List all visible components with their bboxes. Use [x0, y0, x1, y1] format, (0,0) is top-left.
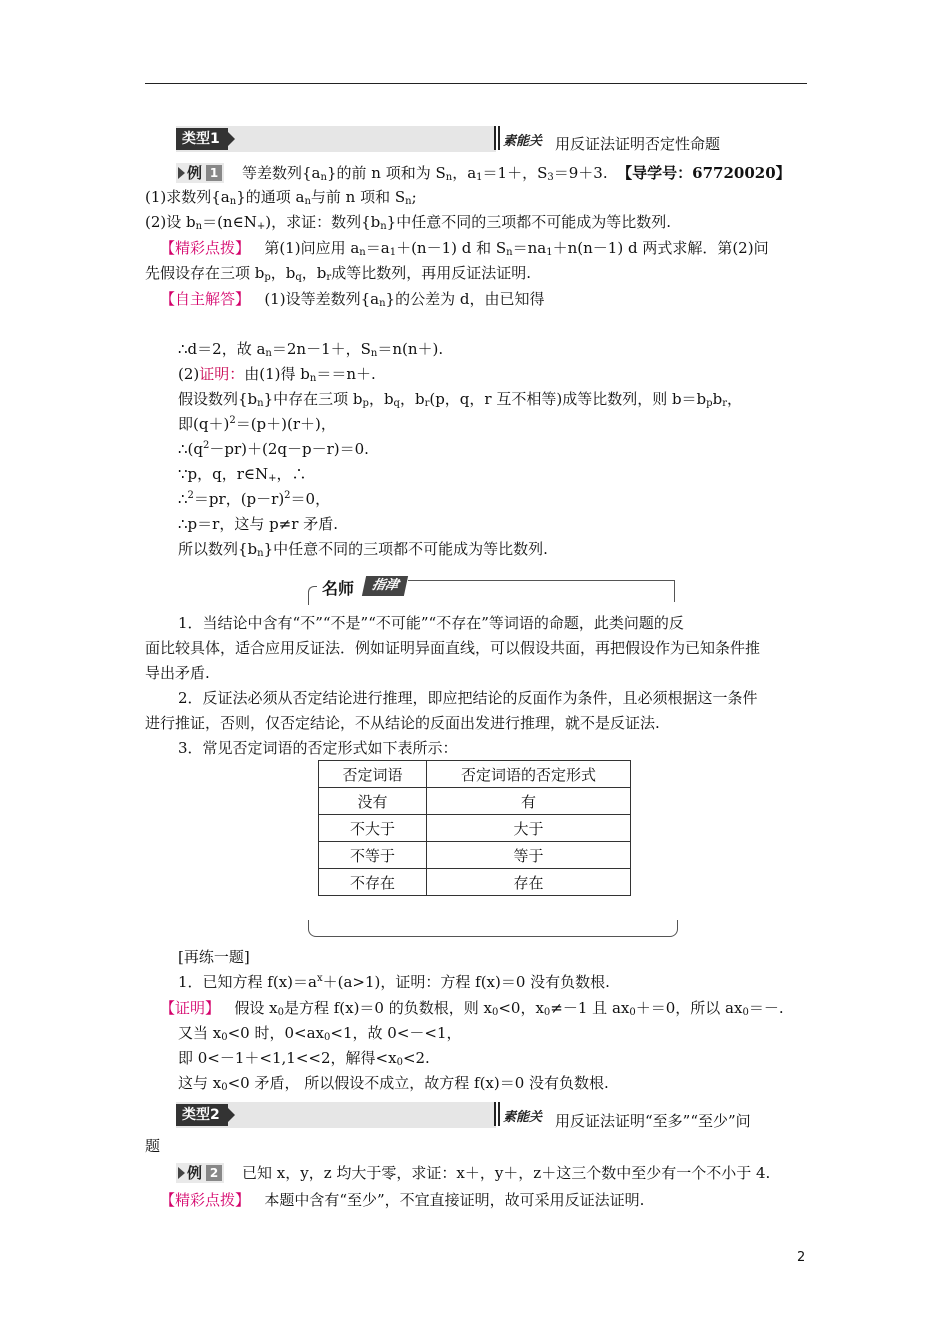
practice-proof-label: 【证明】 [160, 999, 221, 1017]
example1-tag [176, 163, 224, 183]
teacher-guide-header [308, 574, 676, 606]
proof-l4: 即$(q+)^2=(p+)(r+)$， [178, 415, 336, 433]
negation-table [318, 760, 631, 896]
table-cell: 有 [427, 788, 631, 815]
hint1-line2: 先假设存在三项 $b_p$，$b_q$，$b_r$成等比数列，再用反证法证明. [145, 264, 531, 283]
proof-l7: ∴$^2$＝pr，$(p-r)^2=0$， [178, 490, 331, 508]
practice-proof-l4: 这与 $x_0<0$ 矛盾， 所以假设不成立，故方程 f(x)＝0 没有负数根. [178, 1074, 609, 1093]
page-number: 2 [797, 1250, 806, 1265]
type2-title-wrap: 题 [145, 1137, 161, 1155]
table-cell: 不大于 [319, 815, 427, 842]
proof-l5: $\therefore(q^2-pr)+(2q-p-r)=0$. [178, 440, 369, 458]
table-header-cell: 否定词语的否定形式 [427, 761, 631, 788]
type1-title: 用反证法证明否定性命题 [555, 135, 721, 153]
hint1-line1: 【精彩点拨】 第(1)问应用 $a_n=a_1+(n-1)$ d 和 $S_n=na_1+n(n-1)$ d 两式求解．第(2)问 [160, 239, 769, 258]
table-header-cell: 否定词语 [319, 761, 427, 788]
table-header-row [319, 761, 631, 788]
guide-number: 【导学号：67720020】 [617, 164, 791, 182]
table-cell: 不等于 [319, 842, 427, 869]
header-rule [145, 83, 807, 84]
proof-l2: (2)证明：由(1)得 $b_n==n+$. [178, 365, 376, 384]
practice-proof-l3: 即 0<－1＋<1,1<<2，解得$<x_0<2$. [178, 1049, 430, 1068]
table-cell: 没有 [319, 788, 427, 815]
table-cell: 不存在 [319, 869, 427, 896]
bracket-right-line [674, 580, 675, 602]
note3-line: 3．常见否定词语的否定形式如下表所示： [178, 739, 458, 757]
bracket-hook [308, 586, 317, 605]
type1-stripe-2 [498, 126, 500, 150]
solve1-line: 【自主解答】 (1)设等差数列$\{a_n\}$的公差为 d，由已知得 [160, 290, 545, 309]
type2-title: 用反证法证明“至多”“至少”问 [555, 1112, 751, 1130]
example1-q2: (2)设 $b_n=(n\in N_+)$，求证：数列$\{b_n\}$中任意不同的三项都不可能成为等比数列. [145, 213, 671, 232]
teacher-guide-title: 名师 [322, 579, 355, 598]
note1-line3: 导出矛盾. [145, 664, 210, 682]
type2-tag: 类型2 [176, 1104, 228, 1126]
table-row [319, 842, 631, 869]
hint1-label: 【精彩点拨】 [160, 239, 251, 257]
proof-l6: ∵p，q，$r\in N_+$，∴ [178, 465, 307, 484]
example2-number: 2 [206, 1165, 222, 1181]
teacher-guide-chip: 指津 [362, 576, 408, 596]
example1-statement: 等差数列$\{a_n\}$的前 n 项和为 $S_n$，$a_1=1+$，$S_3=9+3$. 【导学号：67720020】 [242, 164, 791, 183]
practice-proof-l1: 【证明】 假设 $x_0$是方程 f(x)＝0 的负数根，则 $x_0<0$，$x_0\ne-1$ 且 $ax_0+=0$，所以 $ax_0=-$. [160, 999, 784, 1018]
note1-line1: 1．当结论中含有“不”“不是”“不可能”“不存在”等词语的命题，此类问题的反 [178, 614, 684, 632]
practice-proof-l2: 又当 $x_0<0$ 时，$0<ax_0<1$，故 0<－<1， [178, 1024, 462, 1043]
example1-number: 1 [206, 165, 222, 181]
hint2-label: 【精彩点拨】 [160, 1191, 251, 1209]
type1-tag: 类型1 [176, 128, 228, 150]
table-row [319, 815, 631, 842]
proof-l8: ∴p＝r，这与 p≠r 矛盾. [178, 515, 338, 533]
example2-tag [176, 1163, 224, 1183]
proof-l3: 假设数列$\{b_n\}$中存在三项 $b_p$，$b_q$，$b_r(p$，q，r 互不相等)成等比数列，则 $b=b_pb_r$， [178, 390, 742, 409]
type1-badge: 素能关 [503, 134, 543, 149]
example2-label: 例 [187, 1164, 203, 1182]
table-cell: 等于 [427, 842, 631, 869]
note2-line2: 进行推证，否则，仅否定结论，不从结论的反面出发进行推理，就不是反证法. [145, 714, 660, 732]
example1-label: 例 [187, 164, 203, 182]
example2-statement: 已知 x，y，z 均大于零，求证：x＋，y＋，z＋这三个数中至少有一个不小于 4. [242, 1164, 771, 1182]
proof-l9: 所以数列$\{b_n\}$中任意不同的三项都不可能成为等比数列. [178, 540, 548, 559]
hint2-line: 【精彩点拨】 本题中含有“至少”，不宜直接证明，故可采用反证法证明. [160, 1191, 645, 1209]
practice-title: [再练一题] [178, 948, 250, 966]
bracket-top-line [408, 580, 674, 581]
example1-q1: (1)求数列$\{a_n\}$的通项 $a_n$与前 n 项和 $S_n$; [145, 188, 417, 207]
table-row [319, 869, 631, 896]
triangle-icon [178, 167, 185, 179]
table-cell: 大于 [427, 815, 631, 842]
note2-line1: 2．反证法必须从否定结论进行推理，即应把结论的反面作为条件，且必须根据这一条件 [178, 689, 758, 707]
type2-stripe [494, 1102, 496, 1126]
solve1-label: 【自主解答】 [160, 290, 251, 308]
triangle-icon [178, 1167, 185, 1179]
type2-badge: 素能关 [503, 1110, 543, 1125]
teacher-guide-bottom-bracket [308, 920, 678, 937]
type2-stripe-2 [498, 1102, 500, 1126]
practice-question: 1．已知方程 $f(x)=a^x+(a>1)$，证明：方程 f(x)＝0 没有负数根. [178, 973, 610, 991]
note1-line2: 面比较具体，适合应用反证法．例如证明异面直线，可以假设共面，再把假设作为已知条件推 [145, 639, 761, 657]
table-cell: 存在 [427, 869, 631, 896]
type1-stripe [494, 126, 496, 150]
table-row [319, 788, 631, 815]
proof-l1: ∴d＝2，故 $a_n=2n-1+$，$S_n=n(n+)$. [178, 340, 444, 359]
